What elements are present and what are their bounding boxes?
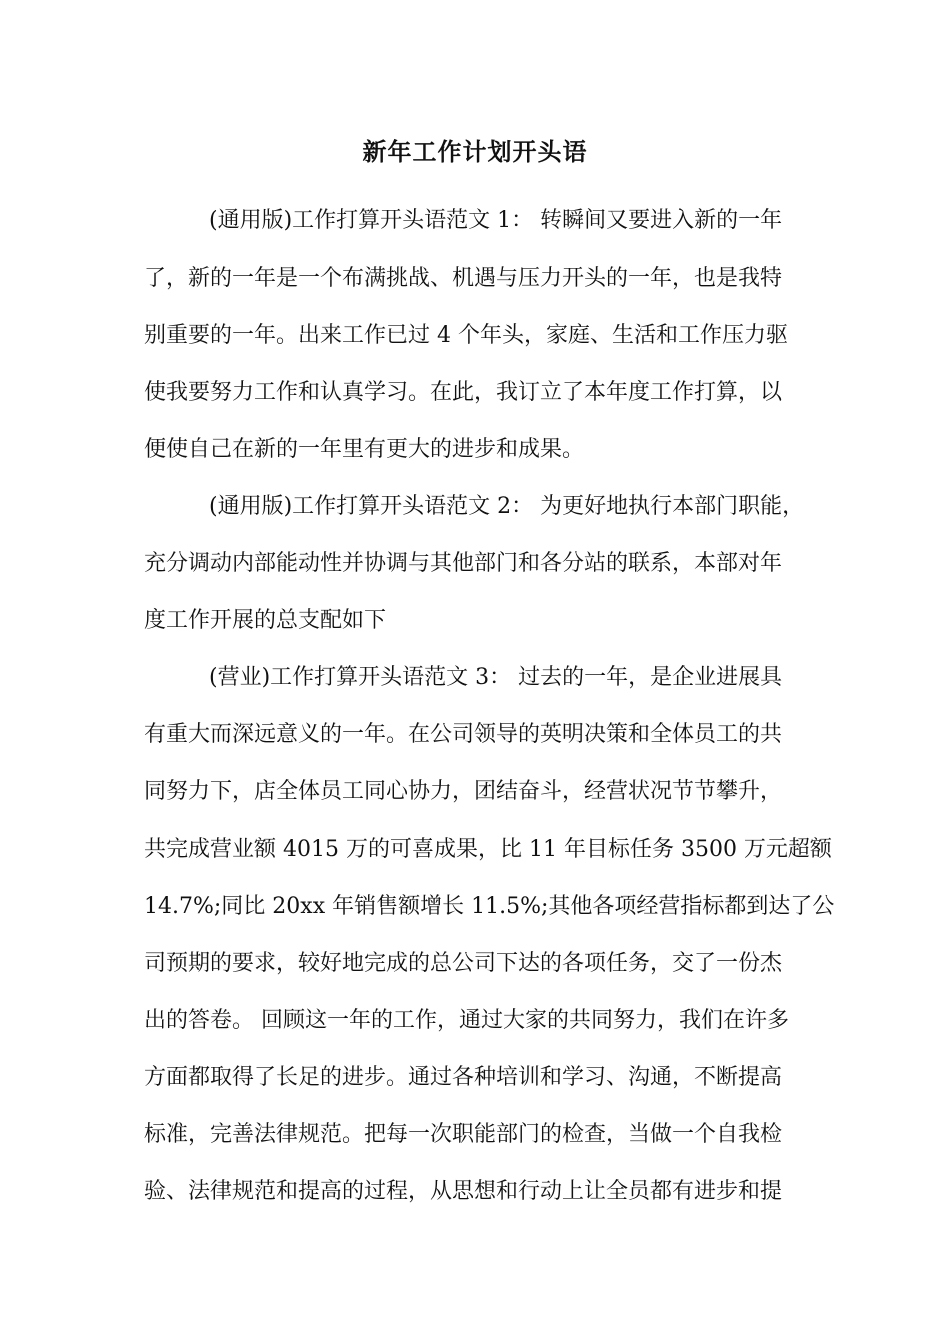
text-line-5: 便使自己在新的一年里有更大的进步和成果。 [144, 437, 585, 462]
text-line-16: 方面都取得了长足的进步。通过各种培训和学习、沟通，不断提高 [144, 1065, 783, 1090]
text-line-8: 度工作开展的总支配如下 [144, 608, 387, 633]
text-line-18: 验、法律规范和提高的过程，从思想和行动上让全员都有进步和提 [144, 1179, 783, 1204]
text-line-15: 出的答卷。 回顾这一年的工作，通过大家的共同努力，我们在许多 [144, 1008, 789, 1033]
text-line-3: 别重要的一年。出来工作已过 4 个年头，家庭、生活和工作压力驱 [144, 323, 788, 348]
text-line-2: 了，新的一年是一个布满挑战、机遇与压力开头的一年，也是我特 [144, 266, 783, 291]
text-line-1: (通用版)工作打算开头语范文 1： 转瞬间又要进入新的一年 [209, 208, 783, 233]
text-line-6: (通用版)工作打算开头语范文 2： 为更好地执行本部门职能， [209, 494, 805, 519]
text-line-11: 同努力下，店全体员工同心协力，团结奋斗，经营状况节节攀升， [144, 779, 783, 804]
text-line-4: 使我要努力工作和认真学习。在此，我订立了本年度工作打算，以 [144, 380, 783, 405]
text-line-14: 司预期的要求，较好地完成的总公司下达的各项任务，交了一份杰 [144, 951, 783, 976]
text-line-17: 标准，完善法律规范。把每一次职能部门的检查，当做一个自我检 [144, 1122, 783, 1147]
text-line-7: 充分调动内部能动性并协调与其他部门和各分站的联系，本部对年 [144, 551, 783, 576]
document-title: 新年工作计划开头语 [362, 138, 588, 166]
text-line-13: 14.7%;同比 20xx 年销售额增长 11.5%;其他各项经营指标都到达了公 [144, 894, 835, 919]
text-line-9: (营业)工作打算开头语范文 3： 过去的一年，是企业进展具 [209, 665, 783, 690]
text-line-10: 有重大而深远意义的一年。在公司领导的英明决策和全体员工的共 [144, 722, 783, 747]
text-line-12: 共完成营业额 4015 万的可喜成果，比 11 年目标任务 3500 万元超额 [144, 837, 832, 862]
